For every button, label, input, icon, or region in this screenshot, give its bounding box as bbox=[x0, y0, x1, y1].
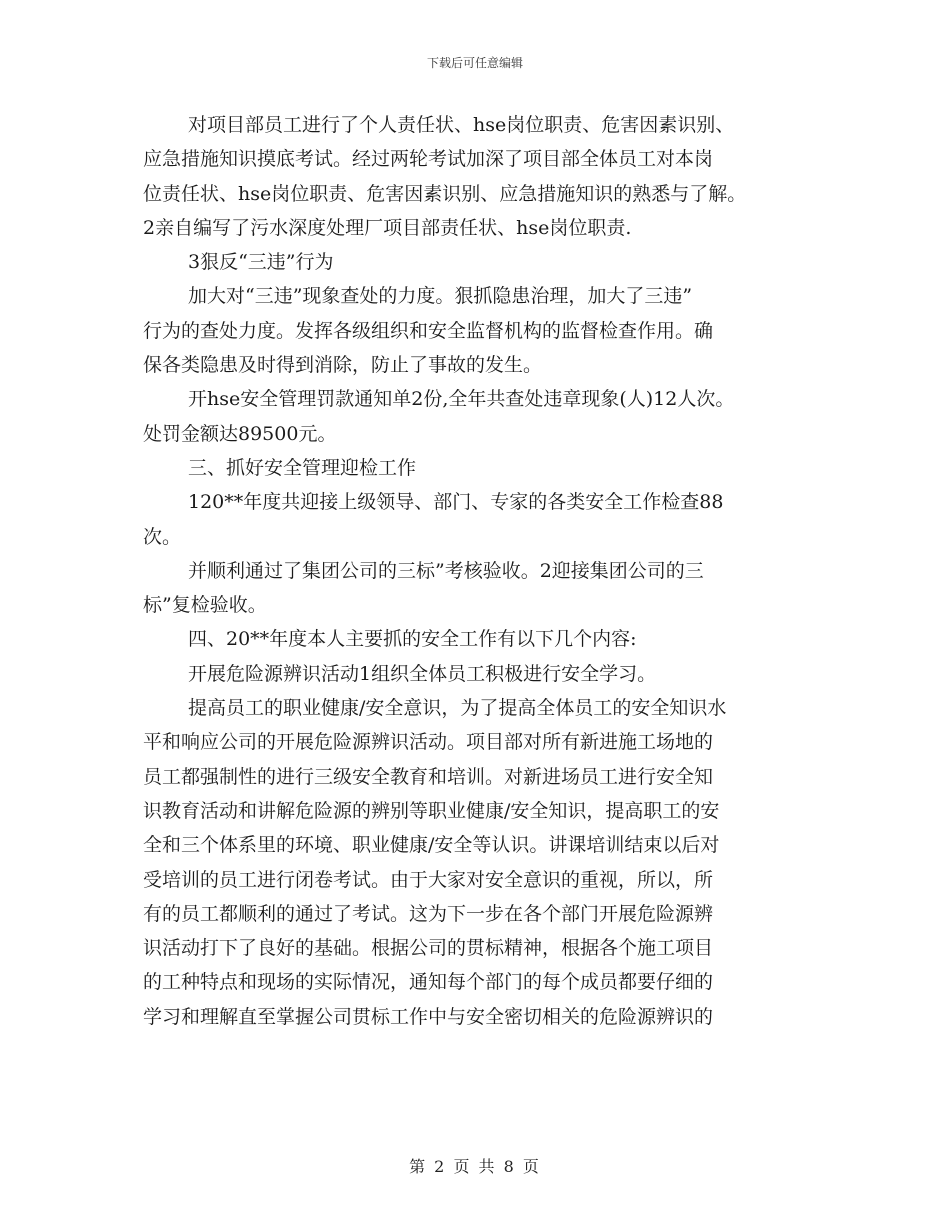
text-line: 员工都强制性的进行三级安全教育和培训。对新进场员工进行安全知 bbox=[143, 765, 714, 788]
text-line: 标”复检验收。 bbox=[143, 594, 267, 617]
text-line: 有的员工都顺利的通过了考试。这为下一步在各个部门开展危险源辨 bbox=[143, 902, 714, 925]
text-line: 2亲自编写了污水深度处理厂项目部责任状、hse岗位职责. bbox=[143, 216, 632, 239]
text-line: 开展危险源辨识活动1组织全体员工积极进行安全学习。 bbox=[188, 662, 657, 685]
page-number: 第 2 页 共 8 页 bbox=[409, 1157, 541, 1176]
text-line: 提高员工的职业健康/安全意识，为了提高全体员工的安全知识水 bbox=[188, 697, 727, 720]
text-line: 并顺利通过了集团公司的三标”考核验收。2迎接集团公司的三 bbox=[188, 559, 704, 582]
text-line: 的工种特点和现场的实际情况，通知每个部门的每个成员都要仔细的 bbox=[143, 971, 714, 994]
section-heading: 三、抓好安全管理迎检工作 bbox=[188, 456, 417, 479]
page-header-note: 下载后可任意编辑 bbox=[426, 56, 523, 70]
text-line: 保各类隐患及时得到消除，防止了事故的发生。 bbox=[143, 354, 543, 377]
text-line: 加大对“三违”现象查处的力度。狠抓隐患治理，加大了三违” bbox=[188, 285, 693, 308]
text-line: 位责任状、hse岗位职责、危害因素识别、应急措施知识的熟悉与了解。 bbox=[143, 182, 747, 205]
text-line: 开hse安全管理罚款通知单2份,全年共查处违章现象(人)12人次。 bbox=[188, 388, 735, 411]
text-line: 3狠反“三违”行为 bbox=[188, 251, 334, 274]
text-line: 受培训的员工进行闭卷考试。由于大家对安全意识的重视，所以，所 bbox=[143, 868, 714, 891]
text-line: 识活动打下了良好的基础。根据公司的贯标精神，根据各个施工项目 bbox=[143, 937, 714, 960]
section-heading: 四、20**年度本人主要抓的安全工作有以下几个内容: bbox=[188, 628, 637, 651]
text-line: 应急措施知识摸底考试。经过两轮考试加深了项目部全体员工对本岗 bbox=[143, 148, 714, 171]
text-line: 学习和理解直至掌握公司贯标工作中与安全密切相关的危险源辨识的 bbox=[143, 1005, 714, 1028]
text-line: 行为的查处力度。发挥各级组织和安全监督机构的监督检查作用。确 bbox=[143, 319, 714, 342]
document-body bbox=[143, 108, 823, 1034]
text-line: 识教育活动和讲解危险源的辨别等职业健康/安全知识，提高职工的安 bbox=[143, 799, 720, 822]
text-line: 次。 bbox=[143, 525, 182, 548]
text-line: 平和响应公司的开展危险源辨识活动。项目部对所有新进施工场地的 bbox=[143, 731, 714, 754]
text-line: 处罚金额达89500元。 bbox=[143, 422, 337, 445]
text-line: 120**年度共迎接上级领导、部门、专家的各类安全工作检查88 bbox=[188, 491, 724, 514]
text-line: 对项目部员工进行了个人责任状、hse岗位职责、危害因素识别、 bbox=[188, 114, 735, 136]
text-line: 全和三个体系里的环境、职业健康/安全等认识。讲课培训结束以后对 bbox=[143, 834, 720, 857]
